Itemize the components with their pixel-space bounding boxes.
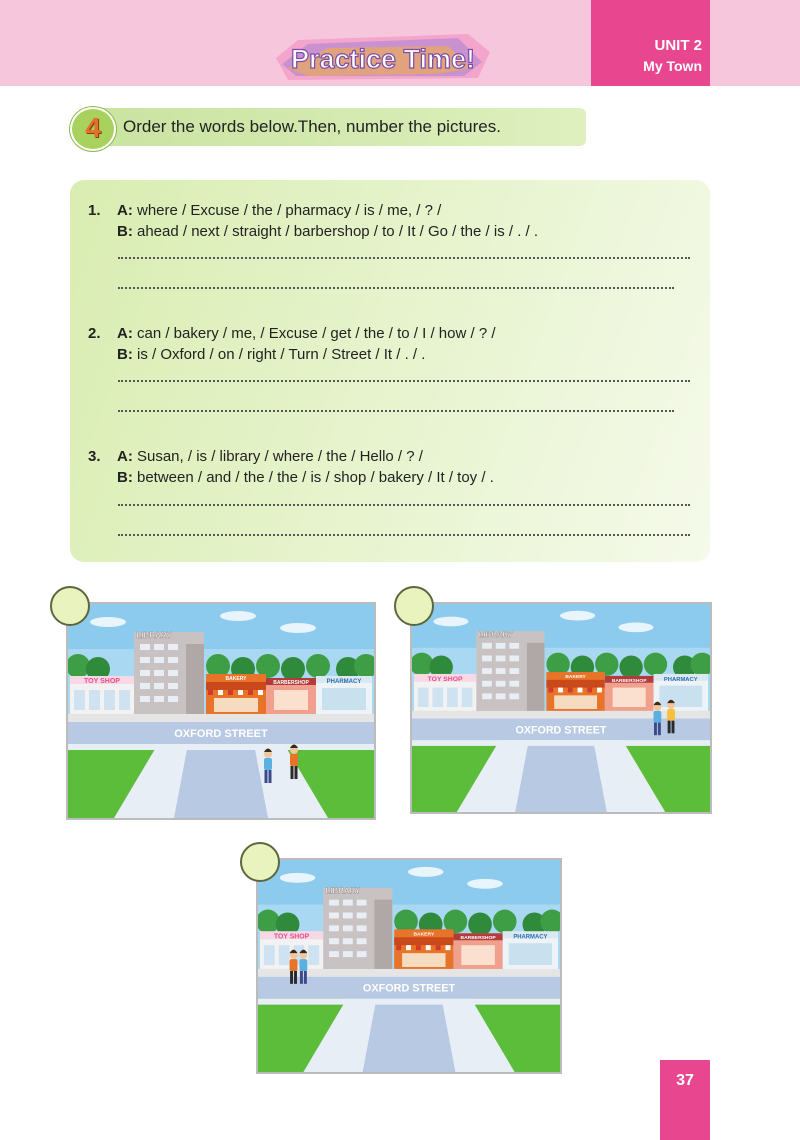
- page-number: 37: [676, 1072, 694, 1089]
- cloud: [467, 879, 503, 889]
- bakery-sign: BAKERY: [565, 674, 586, 680]
- question-line-b: B: between / and / the / the / is / shop / bakery / It / toy / .: [117, 469, 494, 486]
- unit-number: UNIT 2: [654, 37, 702, 54]
- library-sign: LIBRARY: [478, 630, 513, 640]
- answer-line[interactable]: [118, 257, 690, 259]
- question-line-a: A: Susan, / is / library / where / the / Hello / ? /: [117, 448, 423, 465]
- unit-name: My Town: [643, 58, 702, 74]
- toy-shop-sign: TOY SHOP: [84, 678, 120, 685]
- question-number: 1.: [88, 202, 101, 219]
- pharmacy-sign: PHARMACY: [513, 934, 548, 941]
- toy-shop-sign: TOY SHOP: [273, 933, 310, 941]
- picture-number-circle[interactable]: [240, 842, 280, 882]
- cloud: [408, 867, 444, 877]
- library-building: [323, 888, 392, 969]
- pharmacy-sign: PHARMACY: [663, 676, 698, 683]
- barbershop-sign: BARBERSHOP: [273, 680, 309, 686]
- practice-time-text: Practice Time!: [290, 44, 476, 74]
- practice-time-title: [268, 28, 498, 84]
- answer-line[interactable]: [118, 287, 674, 289]
- street-name-label: OXFORD STREET: [515, 724, 607, 737]
- curb: [68, 744, 374, 750]
- pharmacy-sign: PHARMACY: [326, 679, 362, 685]
- question-line-a: A: where / Excuse / the / pharmacy / is / me, / ? /: [117, 202, 442, 219]
- town-picture-1: [66, 602, 376, 820]
- barbershop-sign: BARBERSHOP: [460, 936, 496, 942]
- cloud: [560, 611, 595, 621]
- answer-line[interactable]: [118, 534, 690, 536]
- town-picture-3: [256, 858, 562, 1074]
- curb: [258, 999, 560, 1005]
- sidewalk: [68, 714, 374, 722]
- cloud: [90, 617, 126, 627]
- road: [515, 740, 607, 812]
- picture-number-circle[interactable]: [50, 586, 90, 626]
- library-sign: LIBRARY: [325, 886, 361, 896]
- page-number-box: [660, 1060, 710, 1140]
- library-building: [134, 632, 204, 714]
- exercise-number-badge: [70, 107, 116, 151]
- answer-line[interactable]: [118, 380, 690, 382]
- cloud: [433, 617, 468, 627]
- library-sign: LIBRARY: [136, 631, 172, 640]
- question-line-a: A: can / bakery / me, / Excuse / get / the / to / I / how / ? /: [117, 325, 496, 342]
- street-name-label: OXFORD STREET: [174, 728, 268, 740]
- picture-number-circle[interactable]: [394, 586, 434, 626]
- curb: [412, 740, 710, 746]
- toy-shop-sign: TOY SHOP: [427, 675, 463, 683]
- sidewalk: [412, 711, 710, 719]
- answer-line[interactable]: [118, 504, 690, 506]
- road: [363, 999, 456, 1072]
- question-line-b: B: is / Oxford / on / right / Turn / Street / It / . / .: [117, 346, 426, 363]
- question-number: 2.: [88, 325, 101, 342]
- street-name-label: OXFORD STREET: [362, 982, 456, 995]
- question-line-b: B: ahead / next / straight / barbershop / to / It / Go / the / is / . / .: [117, 223, 539, 240]
- road: [174, 744, 268, 818]
- cloud: [220, 611, 256, 621]
- bakery-sign: BAKERY: [225, 676, 247, 682]
- unit-badge: [591, 0, 710, 86]
- bakery-sign: BAKERY: [413, 932, 435, 938]
- question-number: 3.: [88, 448, 101, 465]
- town-picture-2: [410, 602, 712, 814]
- cloud: [618, 622, 653, 632]
- instruction-text: Order the words below.Then, number the pictures.: [123, 117, 501, 136]
- cloud: [280, 873, 316, 883]
- exercise-number: 4: [85, 112, 101, 143]
- answer-line[interactable]: [118, 410, 674, 412]
- cloud: [280, 623, 316, 633]
- library-building: [476, 631, 544, 711]
- barbershop-sign: BARBERSHOP: [611, 678, 647, 684]
